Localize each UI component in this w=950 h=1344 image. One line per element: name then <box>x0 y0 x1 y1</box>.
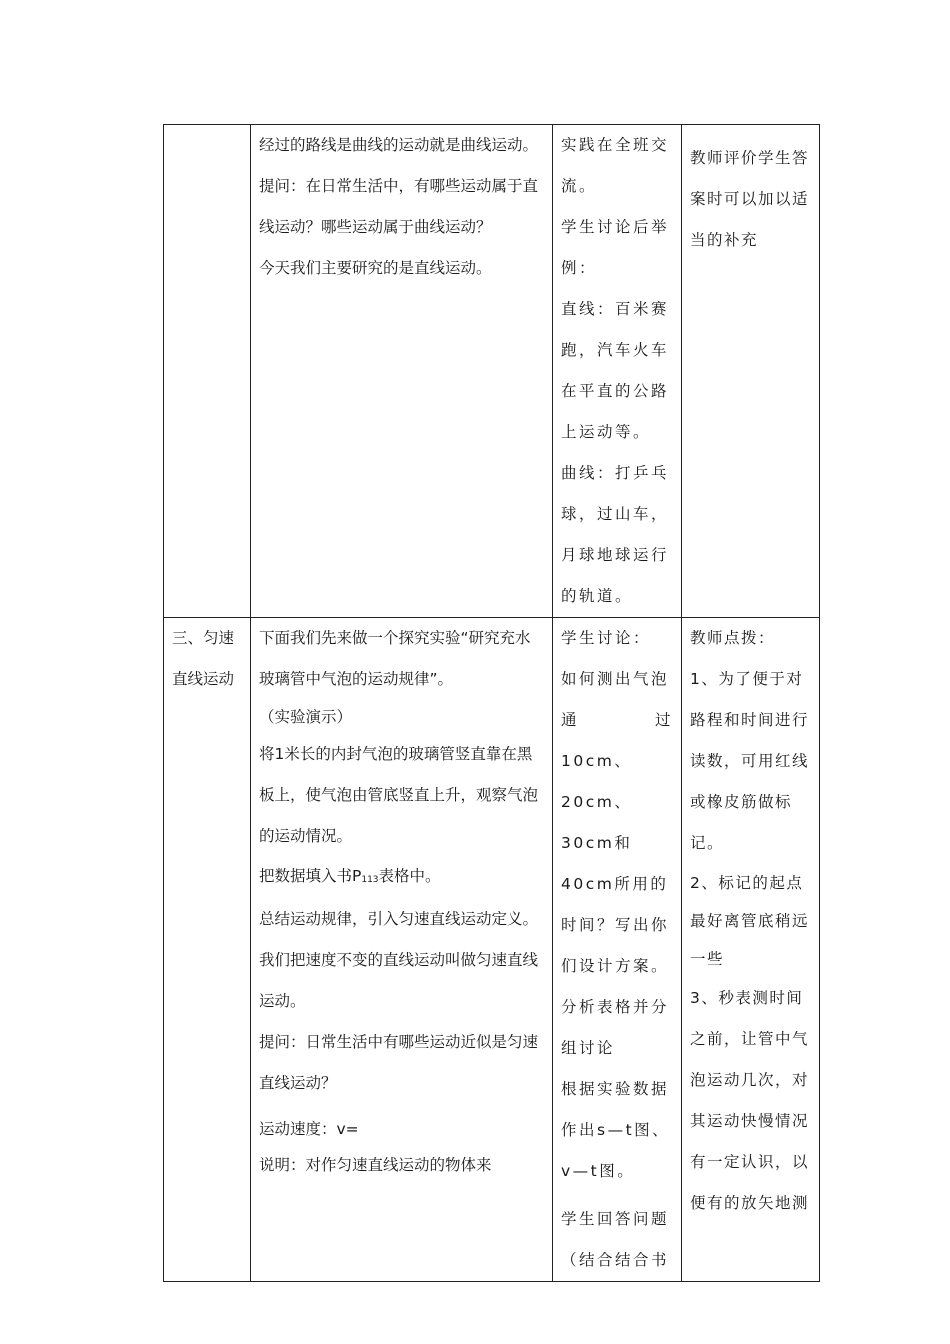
teacher-text: 把数据填入书$P_{113}$表格中。 <box>259 867 441 885</box>
student-text: 学生讨论后举例： <box>561 218 670 277</box>
student-text: 直线：百米赛跑，汽车火车在平直的公路上运动等。 <box>561 300 670 441</box>
teacher-question: 提问：日常生活中有哪些运动近似是匀速直线运动？ <box>259 1033 539 1092</box>
teacher-text: （实验演示） <box>259 708 353 726</box>
speed-formula: 运动速度：v= <box>259 1120 359 1138</box>
teacher-activity-cell <box>251 618 553 1282</box>
student-text: 学生回答问题（结合结合书 <box>561 1210 670 1269</box>
teacher-text: 我们把速度不变的直线运动叫做匀速直线运动。 <box>259 951 539 1010</box>
stage-cell: 三、匀速直线运动 <box>164 618 251 1282</box>
note-cell <box>682 618 820 1282</box>
teacher-text: 说明：对作匀速直线运动的物体来 <box>259 1156 492 1174</box>
teacher-text: 经过的路线是曲线的运动就是曲线运动。 <box>259 136 539 154</box>
lesson-table <box>163 124 820 1282</box>
teacher-question: 提问：在日常生活中，有哪些运动属于直线运动？哪些运动属于曲线运动？ <box>259 177 539 236</box>
note-text: 1、为了便于对路程和时间进行读数，可用红线或橡皮筋做标记。 <box>690 670 810 852</box>
student-text: 根据实验数据作出s—t图、v—t图。 <box>561 1080 671 1180</box>
teacher-activity-cell <box>251 125 553 618</box>
table-row <box>164 125 820 618</box>
note-cell <box>682 125 820 618</box>
student-text: 如何测出气泡 <box>561 670 670 688</box>
student-activity-cell <box>553 618 682 1282</box>
table-row <box>164 618 820 1282</box>
teacher-text: 总结运动规律，引入匀速直线运动定义。 <box>259 910 539 928</box>
teacher-text: 将1米长的内封气泡的玻璃管竖直靠在黑板上，使气泡由管底竖直上升，观察气泡的运动情况。 <box>259 745 539 845</box>
note-text: 2、标记的起点最好离管底稍远一些 <box>690 874 810 968</box>
student-text: 曲线：打乒乓球，过山车，月球地球运行的轨道。 <box>561 464 670 605</box>
stage-cell <box>164 125 251 618</box>
note-title: 教师点拨： <box>690 629 776 647</box>
student-text: 10cm、20cm、30cm和40cm所用的时间？写出你们设计方案。 <box>561 752 670 975</box>
note-text: 3、秒表测时间之前，让管中气泡运动几次，对其运动快慢情况有一定认识，以便有的放矢地测 <box>690 989 810 1212</box>
student-text: 实践在全班交流。 <box>561 136 670 195</box>
teacher-text: 下面我们先来做一个探究实验“研究充水玻璃管中气泡的运动规律”。 <box>259 629 531 688</box>
teacher-text: 今天我们主要研究的是直线运动。 <box>259 259 492 277</box>
note-text: 教师评价学生答案时可以加以适当的补充 <box>690 149 810 249</box>
student-text: 通 过 <box>561 711 673 729</box>
student-text: 学生讨论： <box>561 629 652 647</box>
student-activity-cell <box>553 125 682 618</box>
student-text: 分析表格并分组讨论 <box>561 998 670 1057</box>
